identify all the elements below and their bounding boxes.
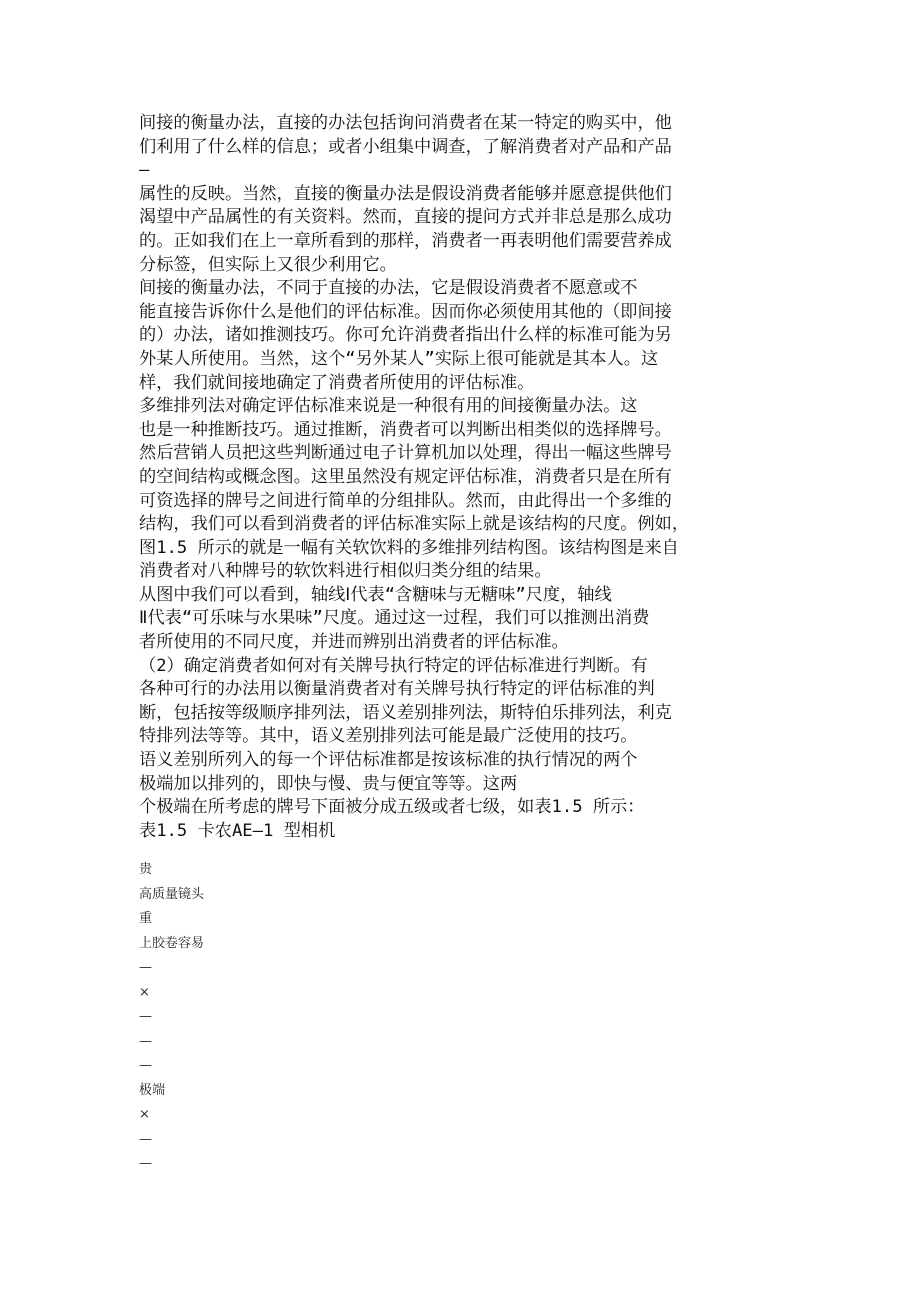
- text-line: 的。正如我们在上一章所看到的那样，消费者一再表明他们需要营养成: [139, 230, 672, 251]
- table-item: —: [139, 1156, 152, 1171]
- text-line: 然后营销人员把这些判断通过电子计算机加以处理，得出一幅这些牌号: [139, 443, 672, 464]
- text-line: （2）确定消费者如何对有关牌号执行特定的评估标准进行判断。有: [139, 655, 648, 676]
- document-body: [139, 112, 729, 843]
- text-line: 样，我们就间接地确定了消费者所使用的评估标准。: [139, 372, 535, 393]
- table-item: —: [139, 1058, 152, 1073]
- text-line: 也是一种推断技巧。通过推断，消费者可以判断出相类似的选择牌号。: [139, 419, 672, 440]
- text-line: 从图中我们可以看到，轴线Ⅰ代表“含糖味与无糖味”尺度，轴线: [139, 584, 612, 605]
- table-item: 极端: [139, 1082, 166, 1098]
- table-item: —: [139, 960, 152, 975]
- table-item-list: [139, 858, 339, 1177]
- text-line: 的）办法，诸如推测技巧。你可允许消费者指出什么样的标准可能为另: [139, 325, 672, 346]
- text-line: 可资选择的牌号之间进行简单的分组排队。然而，由此得出一个多维的: [139, 490, 672, 511]
- text-line: 分标签，但实际上又很少利用它。: [139, 254, 397, 275]
- text-line: 属性的反映。当然，直接的衡量办法是假设消费者能够并愿意提供他们: [139, 183, 672, 204]
- text-line: 间接的衡量办法，不同于直接的办法，它是假设消费者不愿意或不: [139, 278, 638, 299]
- text-line: 外某人所使用。当然，这个“另外某人”实际上很可能就是其本人。这: [139, 348, 659, 369]
- table-item: —: [139, 1033, 152, 1049]
- text-line: —: [139, 160, 150, 181]
- text-line: 们利用了什么样的信息；或者小组集中调查，了解消费者对产品和产品: [139, 136, 672, 157]
- table-item: 贵: [139, 862, 153, 877]
- text-line: 特排列法等等。其中，语义差别排列法可能是最广泛使用的技巧。: [139, 726, 638, 747]
- table-item: —: [139, 1131, 152, 1147]
- table-item: ×: [139, 984, 150, 1000]
- text-line: 断，包括按等级顺序排列法，语义差别排列法，斯特伯乐排列法，利克: [139, 702, 672, 723]
- table-item: ×: [139, 1107, 150, 1122]
- text-line: 各种可行的办法用以衡量消费者对有关牌号执行特定的评估标准的判: [139, 679, 655, 700]
- text-line: 间接的衡量办法，直接的办法包括询问消费者在某一特定的购买中，他: [139, 113, 672, 133]
- table-item: —: [139, 1009, 152, 1024]
- text-line: 图1.5 所示的就是一幅有关软饮料的多维排列结构图。该结构图是来自: [139, 537, 679, 558]
- text-line: 个极端在所考虑的牌号下面被分成五级或者七级，如表1.5 所示：: [139, 797, 645, 818]
- text-line: 结构，我们可以看到消费者的评估标准实际上就是该结构的尺度。例如，: [139, 514, 690, 535]
- text-line: 多维排列法对确定评估标准来说是一种很有用的间接衡量办法。这: [139, 396, 638, 417]
- text-line: Ⅱ代表“可乐味与水果味”尺度。通过这一过程，我们可以推测出消费: [139, 608, 650, 629]
- text-line: 极端加以排列的，即快与慢、贵与便宜等等。这两: [139, 773, 518, 794]
- text-line: 者所使用的不同尺度，并进而辨别出消费者的评估标准。: [139, 632, 569, 653]
- table-item: 重: [139, 911, 153, 926]
- text-line: 语义差别所列入的每一个评估标准都是按该标准的执行情况的两个: [139, 750, 638, 771]
- table-item: 高质量镜头: [139, 886, 205, 902]
- table-item: 上胶卷容易: [139, 935, 205, 951]
- text-line: 消费者对八种牌号的软饮料进行相似归类分组的结果。: [139, 561, 552, 582]
- text-line: 能直接告诉你什么是他们的评估标准。因而你必须使用其他的（即间接: [139, 301, 672, 322]
- text-line: 渴望中产品属性的有关资料。然而，直接的提问方式并非总是那么成功: [139, 207, 672, 228]
- table-caption: 表1.5 卡农AE—1 型相机: [139, 820, 336, 841]
- text-line: 的空间结构或概念图。这里虽然没有规定评估标准，消费者只是在所有: [139, 466, 672, 487]
